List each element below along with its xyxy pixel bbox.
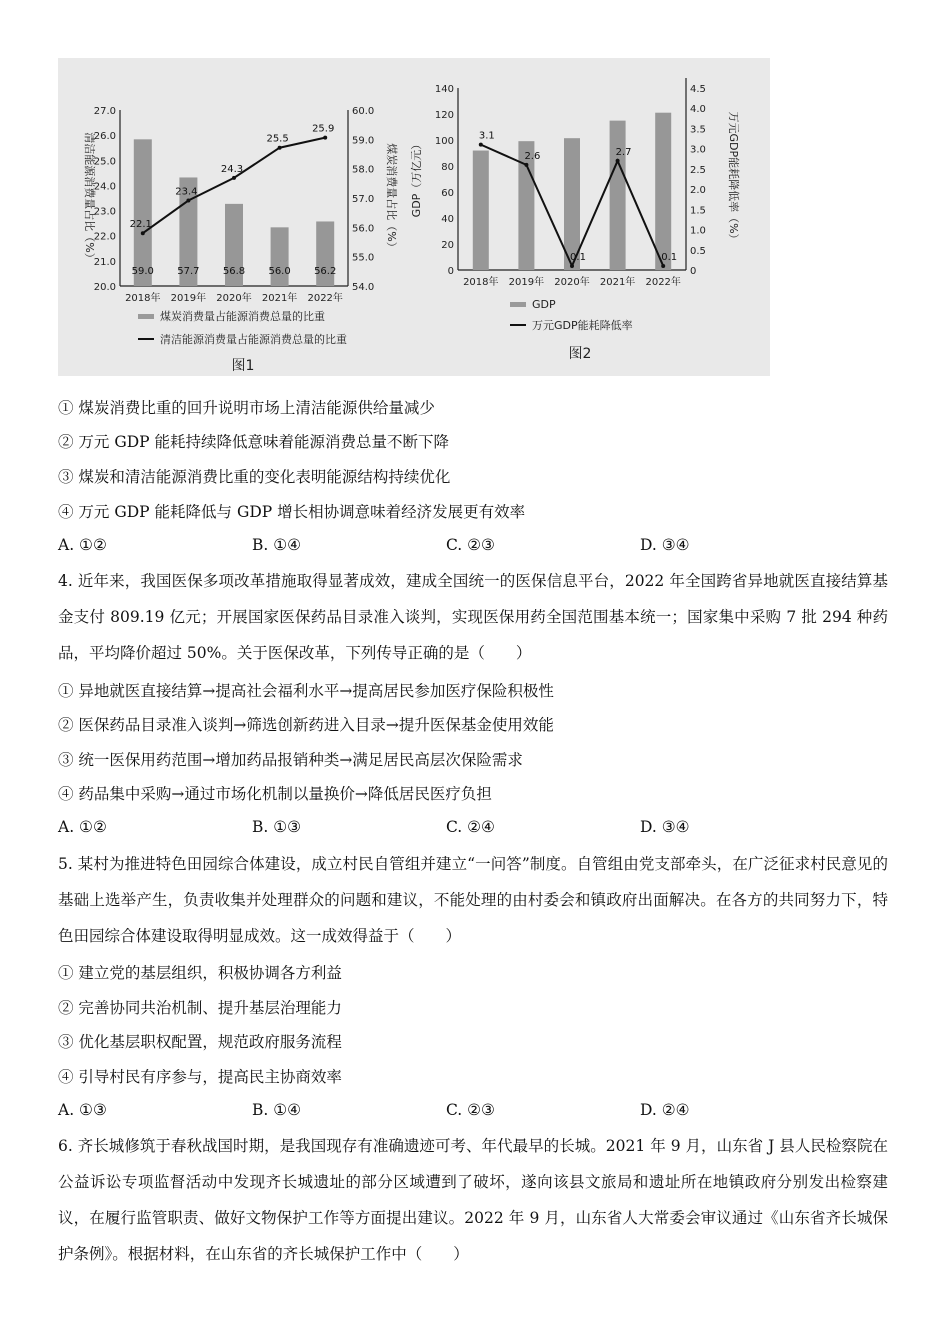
chart2-ytick-right: 3.0: [690, 144, 706, 156]
chart1-ytick-right: 58.0: [352, 164, 375, 176]
q5-item-3: ③ 优化基层职权配置，规范政府服务流程: [58, 1033, 342, 1051]
q4-option-d[interactable]: D. ③④: [640, 818, 690, 836]
chart2-ylabel-left: GDP（万亿元）: [410, 138, 423, 218]
chart2-bar: [610, 121, 626, 270]
chart2-ytick-right: 4.0: [690, 104, 706, 116]
chart2-line-point: [616, 159, 620, 163]
chart1-category: 2020年: [216, 293, 252, 304]
chart2-line-point: [570, 264, 574, 268]
chart1-line-label: 24.3: [220, 163, 244, 175]
chart2-line-label: 0.1: [570, 251, 586, 263]
q4-item-3: ③ 统一医保用药范围→增加药品报销种类→满足居民高层次保险需求: [58, 751, 523, 769]
chart1-bar: [131, 139, 154, 286]
chart1-line-label: 23.4: [175, 186, 198, 198]
q3-options: [58, 536, 818, 556]
chart1-line-point: [278, 146, 282, 150]
chart1-ytick-right: 59.0: [352, 135, 375, 147]
q5-item-1: ① 建立党的基层组织，积极协调各方利益: [58, 964, 342, 982]
chart1-bar-label: 56.0: [268, 266, 291, 277]
chart2-category: 2020年: [554, 277, 590, 288]
chart2-ytick-left: 80: [441, 162, 454, 173]
chart1-ytick-left: 25.0: [93, 156, 116, 168]
chart2-category: 2021年: [599, 277, 636, 288]
chart2-line-point: [479, 143, 483, 147]
chart1-ytick-left: 26.0: [93, 131, 116, 143]
chart2-line-label: 2.7: [615, 146, 632, 158]
chart1-bar-label: 57.7: [177, 266, 200, 277]
chart1-ytick-left: 20.0: [93, 282, 116, 293]
q3-option-a[interactable]: A. ①②: [58, 536, 107, 554]
chart2-line-point: [661, 264, 665, 268]
q5-option-a[interactable]: A. ①③: [58, 1101, 107, 1119]
chart1-line-point: [141, 231, 145, 235]
chart1-line-point: [186, 199, 190, 203]
chart1-bar-label: 56.8: [222, 266, 246, 277]
q5-stem: 5. 某村为推进特色田园综合体建设，成立村民自管组并建立“一问答”制度。自管组由党支部牵头，在广泛征求村民意见的基础上选举产生，负责收集并处理群众的问题和建议，不能处理的由村委会和镇政府出面解决。在各方的共同努力下，特色田园综合体建设取得明显成效。这一成效得益于（ ）: [58, 855, 888, 945]
chart2-line-point: [524, 163, 528, 167]
chart1-line-point: [323, 136, 327, 140]
chart2-ytick-right: 1.5: [690, 205, 706, 217]
chart2-ytick-left: 0: [447, 266, 454, 277]
chart2-ytick-right: 2.5: [690, 164, 706, 176]
chart1-bar-label: 59.0: [131, 266, 154, 277]
chart1-ylabel-left: 清洁能源消费量占比（%）: [83, 132, 96, 264]
chart-figure: [58, 58, 770, 376]
chart1-ytick-left: 24.0: [93, 181, 116, 193]
q3-item-2: ② 万元 GDP 能耗持续降低意味着能源消费总量不断下降: [58, 433, 450, 451]
chart2-bar: [655, 113, 671, 270]
chart1-category: 2022年: [307, 293, 343, 304]
chart1-ytick-left: 21.0: [93, 256, 116, 268]
chart1-line-label: 22.1: [129, 219, 152, 231]
chart2-ytick-right: 0: [690, 266, 697, 277]
chart1: [83, 106, 399, 374]
chart2-category: 2018年: [463, 277, 499, 288]
chart1-ytick-right: 55.0: [352, 252, 375, 264]
q3-option-b[interactable]: B. ①④: [252, 536, 302, 554]
chart2-ytick-right: 2.0: [690, 185, 706, 197]
chart1-ytick-left: 22.0: [93, 231, 116, 243]
chart2-category: 2019年: [508, 277, 545, 288]
chart1-line-label: 25.5: [266, 133, 289, 145]
chart2-ytick-left: 60: [441, 188, 454, 199]
chart2-category: 2022年: [645, 277, 681, 288]
chart2-line-label: 3.1: [478, 130, 495, 142]
chart2-line-label: 0.1: [661, 251, 678, 263]
q4-option-b[interactable]: B. ①③: [252, 818, 302, 836]
chart2-bar: [564, 138, 580, 270]
chart1-legend-bar: 煤炭消费量占能源消费总量的比重: [160, 310, 325, 323]
q3-option-c[interactable]: C. ②③: [446, 536, 495, 554]
chart1-ylabel-right: 煤炭消费量占比（%）: [385, 143, 398, 253]
q3-option-d[interactable]: D. ③④: [640, 536, 690, 554]
chart2-line-label: 2.6: [524, 150, 541, 162]
q4-item-2: ② 医保药品目录准入谈判→筛选创新药进入目录→提升医保基金使用效能: [58, 716, 554, 734]
chart2-ytick-left: 140: [434, 84, 454, 95]
q5-options: [58, 1101, 818, 1121]
chart2-ytick-left: 100: [434, 136, 454, 147]
chart1-ytick-right: 60.0: [352, 106, 375, 117]
q5-option-b[interactable]: B. ①④: [252, 1101, 302, 1119]
chart2-ylabel-right: 万元GDP能耗降低率（%）: [727, 111, 740, 245]
q4-stem: 4. 近年来，我国医保多项改革措施取得显著成效，建成全国统一的医保信息平台，2022 年全国跨省异地就医直接结算基金支付 809.19 亿元；开展国家医保药品目录准入谈判，实现医保用药全国范围基本统一；国家集中采购 7 批 294 种药品，平均降价超过 50%。关于医保改革，下列传导正确的是（ ）: [58, 572, 888, 662]
q3-item-1: ① 煤炭消费比重的回升说明市场上清洁能源供给量减少: [58, 399, 435, 417]
q3-item-4: ④ 万元 GDP 能耗降低与 GDP 增长相协调意味着经济发展更有效率: [58, 503, 526, 521]
q4-options: [58, 818, 818, 838]
q4-item-4: ④ 药品集中采购→通过市场化机制以量换价→降低居民医疗负担: [58, 785, 492, 803]
chart1-ytick-left: 23.0: [93, 206, 116, 218]
q5-item-2: ② 完善协同共治机制、提升基层治理能力: [58, 999, 342, 1017]
q3-item-3: ③ 煤炭和清洁能源消费比重的变化表明能源结构持续优化: [58, 468, 451, 486]
chart1-legend-line: 清洁能源消费量占能源消费总量的比重: [160, 333, 347, 346]
chart2-ytick-left: 20: [441, 240, 454, 251]
chart2-legend-line: 万元GDP能耗降低率: [532, 319, 633, 332]
chart2-bar: [473, 151, 489, 270]
chart2-ytick-right: 3.5: [690, 124, 706, 136]
chart2-ytick-right: 4.5: [690, 84, 706, 95]
chart2-ytick-left: 40: [441, 214, 454, 225]
chart2-legend-bar-swatch: [510, 302, 526, 307]
chart2-ytick-right: 1.0: [690, 225, 706, 237]
chart1-ytick-right: 57.0: [352, 194, 375, 205]
chart1-ytick-right: 56.0: [352, 223, 375, 235]
chart2-ytick-right: 0.5: [690, 245, 706, 257]
q4-option-c[interactable]: C. ②④: [446, 818, 495, 836]
q5-item-4: ④ 引导村民有序参与，提高民主协商效率: [58, 1068, 342, 1086]
q6-stem: 6. 齐长城修筑于春秋战国时期，是我国现存有准确遗迹可考、年代最早的长城。2021 年 9 月，山东省 J 县人民检察院在公益诉讼专项监督活动中发现齐长城遗址的部分区域遭到了破坏，遂向该县文旅局和遗址所在地镇政府分别发出检察建议，在履行监管职责、做好文物保护工作等方面提出建议。2022 年 9 月，山东省人大常委会审议通过《山东省齐长城保护条例》。根据材料，在山东省的齐长城保护工作中（ ）: [58, 1137, 888, 1263]
chart1-line-label: 25.9: [312, 123, 335, 135]
chart1-category: 2018年: [125, 293, 161, 304]
chart1-ytick-left: 27.0: [93, 106, 116, 117]
q5-option-d[interactable]: D. ②④: [640, 1101, 690, 1119]
q4-option-a[interactable]: A. ①②: [58, 818, 107, 836]
chart1-title: 图1: [231, 358, 255, 374]
chart2: [410, 78, 741, 362]
chart1-legend-bar-swatch: [138, 314, 154, 319]
chart1-bar: [271, 227, 289, 286]
chart1-line-point: [232, 176, 236, 180]
charts-svg: [58, 58, 770, 376]
chart1-category: 2019年: [170, 293, 207, 304]
chart1-bar-label: 56.2: [314, 266, 337, 277]
chart2-title: 图2: [568, 346, 592, 362]
q5-option-c[interactable]: C. ②③: [446, 1101, 495, 1119]
chart2-ytick-left: 120: [434, 110, 454, 121]
chart2-legend-bar: GDP: [532, 298, 556, 311]
chart1-category: 2021年: [261, 293, 298, 304]
q4-item-1: ① 异地就医直接结算→提高社会福利水平→提高居民参加医疗保险积极性: [58, 682, 554, 700]
chart1-ytick-right: 54.0: [352, 282, 375, 293]
